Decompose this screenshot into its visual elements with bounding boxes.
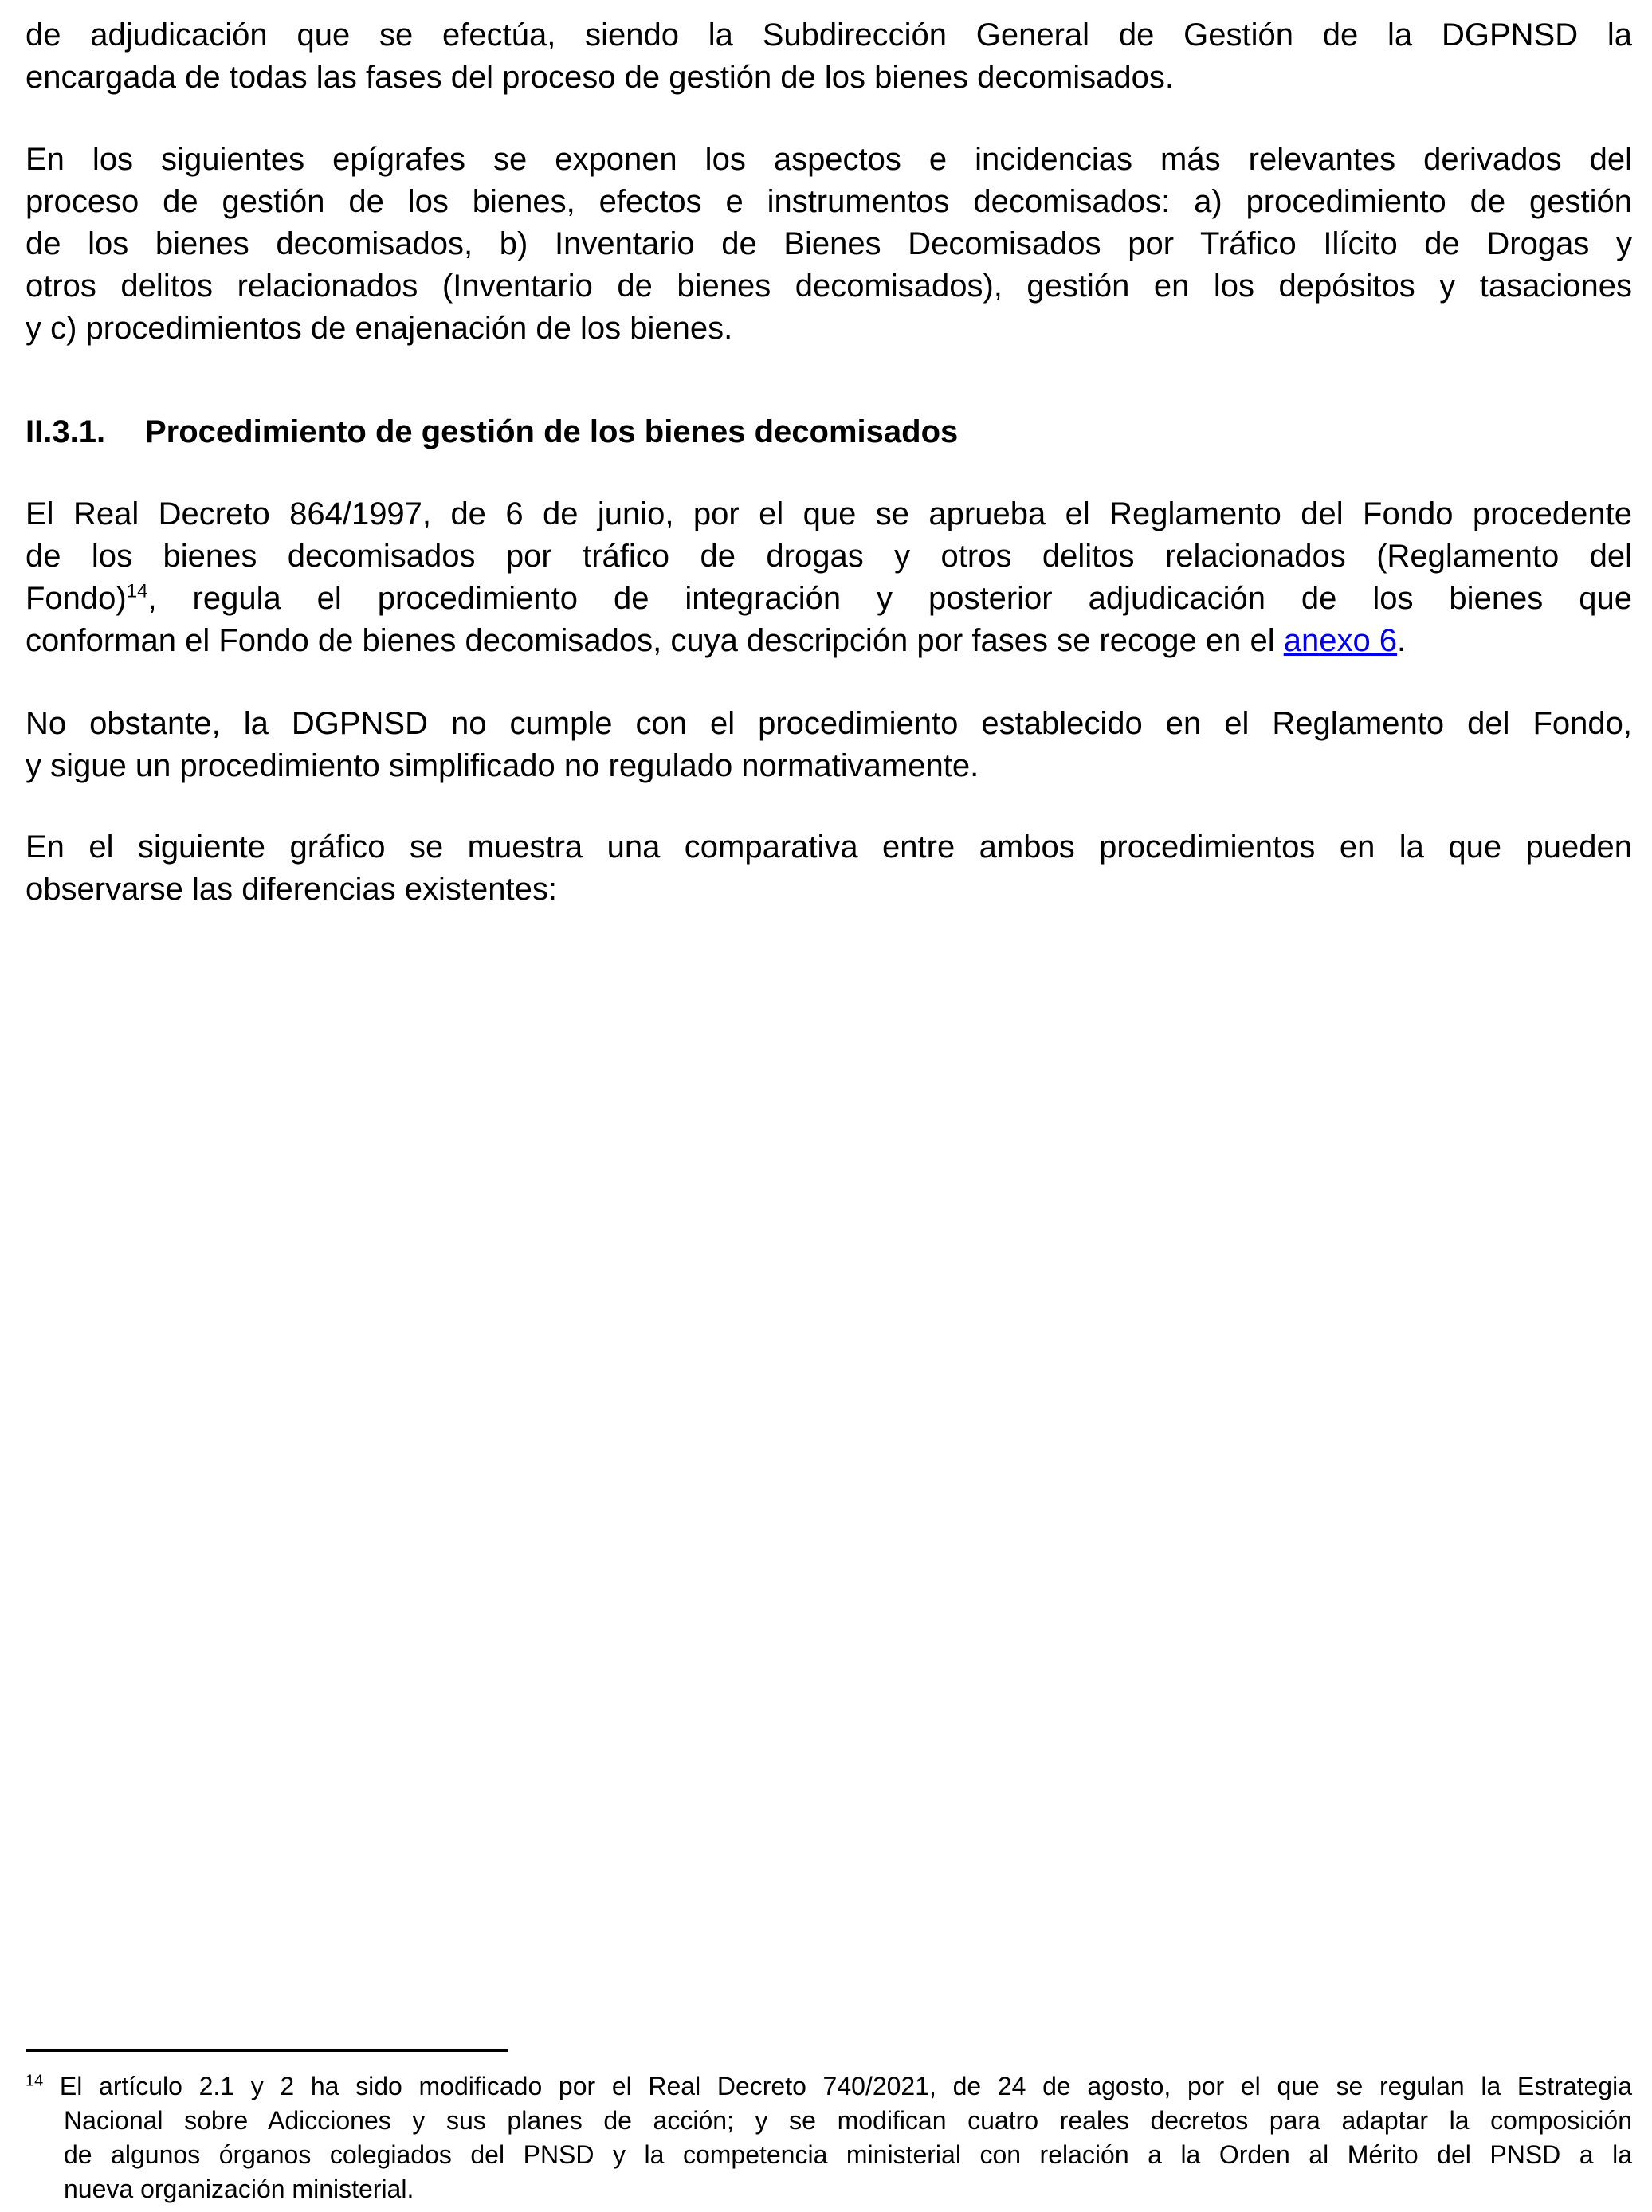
text-line: otros delitos relacionados (Inventario de bienes decomisados), gestión en los depósitos y tasaciones <box>26 269 1632 304</box>
text-fragment: . <box>1397 623 1407 658</box>
text-fragment: El artículo 2.1 y 2 ha sido modificado por el Real Decreto 740/2021, de 24 de agosto, por el que se regulan la Estrategia <box>43 2072 1632 2100</box>
paragraph-2 <box>26 139 1632 350</box>
text-line <box>26 578 1632 620</box>
text-fragment: conforman el Fondo de bienes decomisados, cuya descripción por fases se recoge en el <box>26 623 1284 658</box>
text-line: En los siguientes epígrafes se exponen los aspectos e incidencias más relevantes derivados del <box>26 142 1632 177</box>
footnote-separator <box>26 2049 508 2052</box>
text-fragment: Fondo) <box>26 581 127 616</box>
section-heading <box>26 411 1632 453</box>
paragraph-3 <box>26 493 1632 662</box>
footnote-reference[interactable]: 14 <box>126 580 148 602</box>
footnote-line <box>26 2069 1632 2104</box>
text-line: proceso de gestión de los bienes, efectos e instrumentos decomisados: a) procedimiento de gestión <box>26 184 1632 219</box>
footnote-line: nueva organización ministerial. <box>64 2175 414 2203</box>
paragraph-4 <box>26 703 1632 787</box>
section-title: Procedimiento de gestión de los bienes decomisados <box>145 414 959 449</box>
text-line: de los bienes decomisados por tráfico de drogas y otros delitos relacionados (Reglamento del <box>26 539 1632 574</box>
text-line: En el siguiente gráfico se muestra una comparativa entre ambos procedimientos en la que pueden <box>26 830 1632 865</box>
text-line: observarse las diferencias existentes: <box>26 872 557 907</box>
section-number: II.3.1. <box>26 414 106 449</box>
footnote <box>26 2069 1632 2206</box>
text-line <box>26 620 1632 662</box>
text-fragment: , regula el procedimiento de integración y posterior adjudicación de los bienes que <box>147 581 1632 616</box>
paragraph-1 <box>26 14 1632 99</box>
text-line: El Real Decreto 864/1997, de 6 de junio, por el que se aprueba el Reglamento del Fondo procedente <box>26 496 1632 531</box>
text-line: de adjudicación que se efectúa, siendo la Subdirección General de Gestión de la DGPNSD la <box>26 18 1632 53</box>
text-line: de los bienes decomisados, b) Inventario de Bienes Decomisados por Tráfico Ilícito de Drogas y <box>26 226 1632 261</box>
text-line: No obstante, la DGPNSD no cumple con el procedimiento establecido en el Reglamento del Fondo, <box>26 706 1632 741</box>
footnote-line: de algunos órganos colegiados del PNSD y la competencia ministerial con relación a la Orden al Mérito del PNSD a la <box>64 2140 1632 2169</box>
annex-6-link[interactable]: anexo 6 <box>1283 623 1398 658</box>
text-line: encargada de todas las fases del proceso de gestión de los bienes decomisados. <box>26 60 1174 95</box>
footnote-mark: 14 <box>26 2072 44 2090</box>
text-line: y c) procedimientos de enajenación de los bienes. <box>26 311 733 346</box>
paragraph-5 <box>26 826 1632 911</box>
footnote-line: Nacional sobre Adicciones y sus planes de acción; y se modifican cuatro reales decretos para adaptar la composición <box>64 2106 1632 2135</box>
text-line: y sigue un procedimiento simplificado no regulado normativamente. <box>26 748 979 783</box>
